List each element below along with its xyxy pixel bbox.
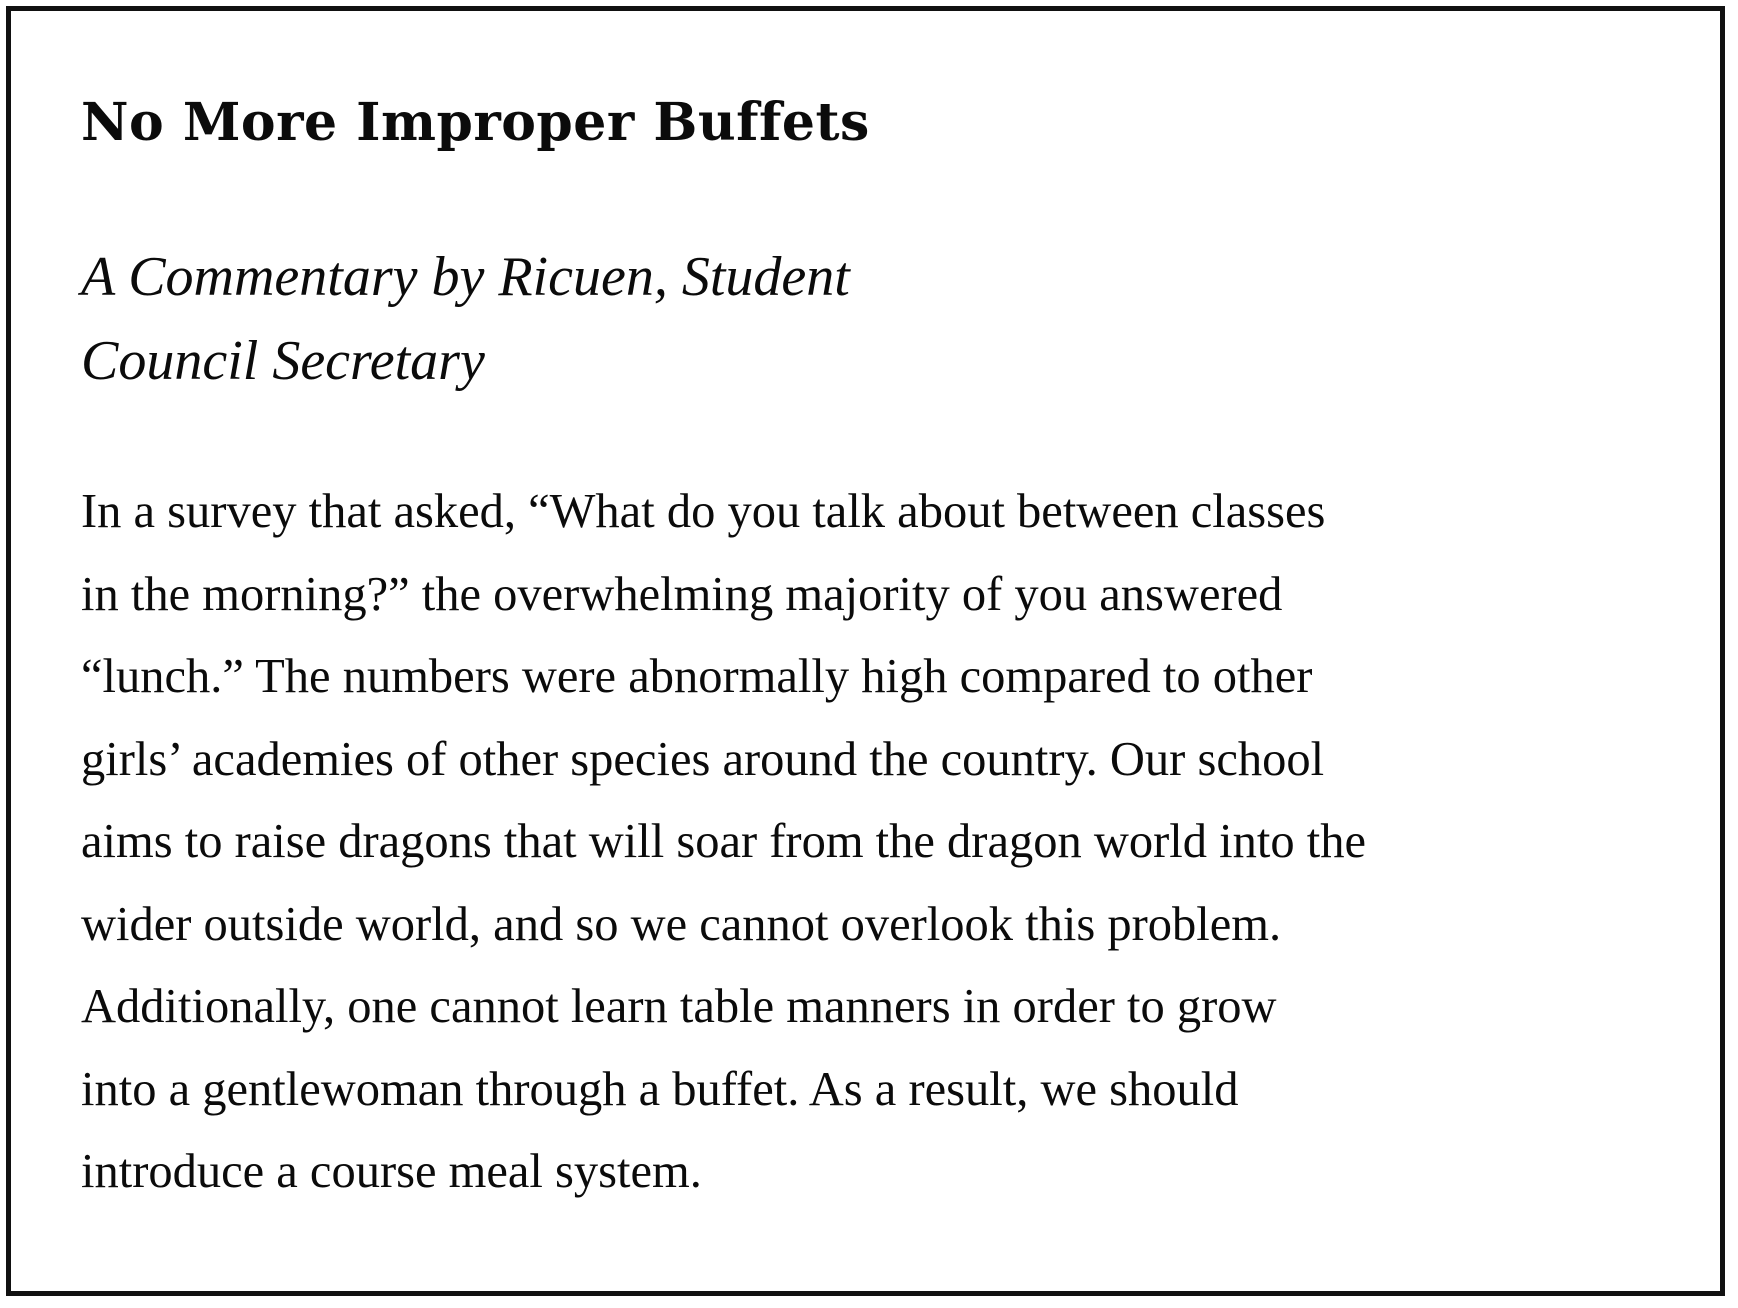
body-line: introduce a course meal system. bbox=[81, 1145, 702, 1198]
article-frame bbox=[6, 6, 1725, 1296]
article-body bbox=[81, 471, 1721, 1214]
article-title: No More Improper Buffets bbox=[81, 92, 870, 153]
body-line: in the morning?” the overwhelming majority of you answered bbox=[81, 567, 1283, 621]
body-line: “lunch.” The numbers were abnormally high compared to other bbox=[81, 650, 1313, 703]
body-line: In a survey that asked, “What do you talk about between classes bbox=[81, 485, 1326, 538]
byline-line: Council Secretary bbox=[81, 330, 485, 392]
body-line: girls’ academies of other species around the country. Our school bbox=[81, 732, 1325, 786]
article-content bbox=[81, 91, 1721, 1214]
body-line: Additionally, one cannot learn table manners in order to grow bbox=[81, 980, 1277, 1033]
body-line: aims to raise dragons that will soar from the dragon world into the bbox=[81, 815, 1366, 868]
body-line: wider outside world, and so we cannot overlook this problem. bbox=[81, 897, 1282, 951]
body-line: into a gentlewoman through a buffet. As a result, we should bbox=[81, 1062, 1239, 1116]
byline-line: A Commentary by Ricuen, Student bbox=[81, 246, 850, 308]
article-byline bbox=[81, 235, 1721, 403]
